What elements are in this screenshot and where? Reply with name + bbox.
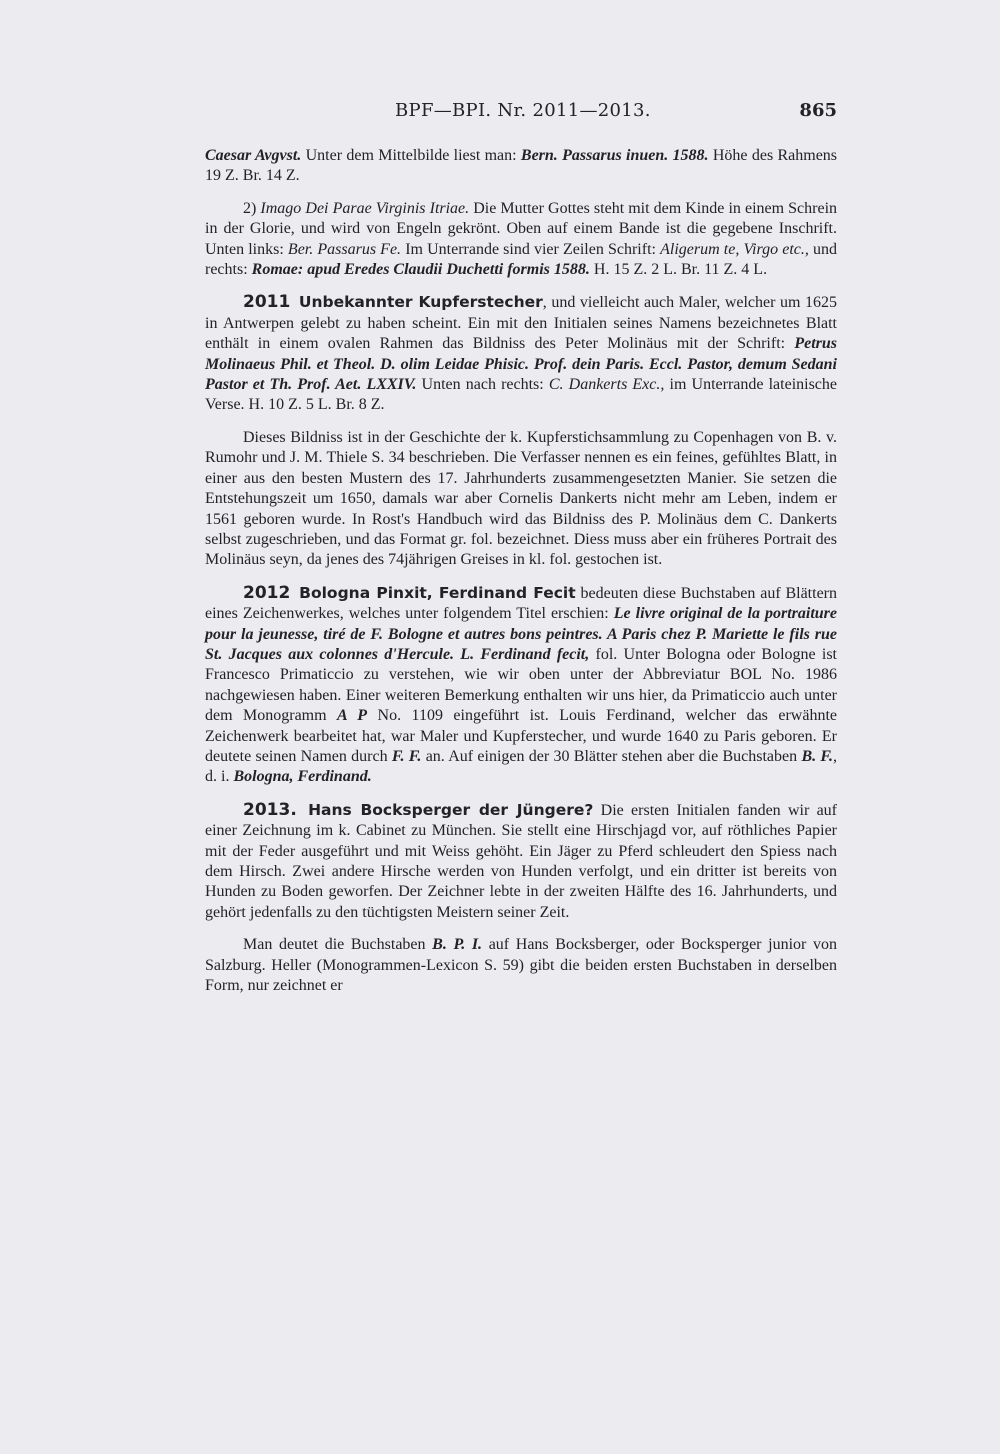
entry-2012 xyxy=(205,583,837,788)
text-run: H. 15 Z. 2 L. Br. 11 Z. 4 L. xyxy=(589,261,768,279)
text-run: Die ersten Initialen fanden wir auf einer Zeichnung im k. Cabinet zu München. Sie stellt eine Hirschjagd vor, auf röthliches Papier mit der Feder ausgeführt und mit Weiss gehöht. Ein Jäger zu Pferd schleudert den Spiess nach dem Hirsch. Zwei andere Hirsche werden von Hunden verfolgt, und ein dritter ist bereits von Hunden zu Boden geworfen. Der Zeichner lebte in der zweiten Hälfte des 16. Jahrhunderts, und gehört jedenfalls zu den tüchtigsten Meistern seiner Zeit. xyxy=(205,801,837,921)
text-run: , d. i. xyxy=(205,747,838,786)
text-run: Höhe des Rahmens 19 Z. Br. 14 Z. xyxy=(205,147,838,185)
entry-number: 2013. xyxy=(243,799,297,820)
text-run: fol. Unter Bologna oder Bologne ist Francesco Primaticcio zu verstehen, wie wir oben unter der Abbreviatur BOL No. 1986 nachgewiesen haben. Einer weiteren Bemerkung enthalten wir uns hier, da Primaticcio auch unter dem Monogramm xyxy=(205,645,838,725)
text-run: an. Auf einigen der 30 Blätter stehen aber die Buchstaben xyxy=(421,747,802,765)
text-run: Unter dem Mittelbilde liest man: xyxy=(301,147,521,164)
entry-number: 2012 xyxy=(243,582,291,603)
entry-heading: Unbekannter Kupferstecher xyxy=(298,293,543,312)
entry-number: 2011 xyxy=(243,292,291,313)
text-run: Die Mutter Gottes steht mit dem Kinde in einem Schrein in der Glorie, und wird von Engeln gekrönt. Oben auf einem Bande ist die gegebene Inschrift. Unten links: xyxy=(205,199,838,258)
inscription-passarus: Bern. Passarus inuen. 1588. xyxy=(520,147,709,164)
intro-paragraph-2 xyxy=(205,199,837,281)
running-header xyxy=(205,100,837,121)
entry-2011-paragraph-2: Dieses Bildniss ist in der Geschichte der k. Kupferstichsammlung zu Copenhagen von B. v. Rumohr und J. M. Thiele S. 34 beschrieben. Die Verfasser nennen es ein feines, gefühltes Blatt, in einer aus den besten Mustern des 17. Jahrhunderts zusammengesetzten Manier. Sie setzen die Entstehungszeit um 1650, damals war aber Cornelis Dankerts nicht mehr am Leben, indem er 1561 geboren wurde. In Rost's Handbuch wird das Bildniss des P. Molinäus dem C. Dankerts selbst zugeschrieben, und das Format gr. fol. bezeichnet. Diess muss aber ein früheres Portrait des Molinäus seyn, da jenes des 74jährigen Greises in kl. fol. gestochen ist. xyxy=(205,428,837,569)
text-run: , und vielleicht auch Maler, welcher um 1625 in Antwerpen gelebt zu haben scheint. Ein mit den Initialen seines Namens bezeichnetes Blatt enthält in einem ovalen Rahmen das Bildniss des Peter Molinäus mit der Schrift: xyxy=(205,294,838,353)
text-run: Man deutet die Buchstaben xyxy=(243,936,433,954)
entry-2013 xyxy=(205,800,837,997)
text-run: Im Unterrande sind vier Zeilen Schrift: xyxy=(401,240,661,258)
entry-2011 xyxy=(205,292,837,570)
text-run: 2) xyxy=(243,199,261,217)
intro-paragraph-1 xyxy=(205,146,837,187)
monogram-ref-bf: B. F. xyxy=(801,747,834,765)
text-run: bedeuten diese Buchstaben auf Blättern eines Zeichenwerkes, welches unter folgendem Titel erschien: xyxy=(205,584,838,623)
monogram-ref-ff: F. F. xyxy=(391,747,422,765)
entry-heading: Hans Bocksperger der Jüngere? xyxy=(308,800,594,819)
text-run: auf Hans Bocksberger, oder Bocksperger junior von Salzburg. Heller (Monogrammen-Lexicon S. 59) gibt die beiden ersten Buchstaben in derselben Form, nur zeichnet er xyxy=(205,936,837,995)
entry-2012-paragraph-1 xyxy=(205,583,837,788)
name-bologna-ferdinand: Bologna, Ferdinand. xyxy=(233,768,372,786)
monogram-ref-ap: A P xyxy=(337,707,368,725)
text-run: und rechts: xyxy=(205,240,838,279)
page-body xyxy=(205,146,837,996)
monogram-ref-bpi: B. P. I. xyxy=(432,936,483,954)
signature-ber-passarus: Ber. Passarus Fe. xyxy=(287,240,402,258)
text-run: Unten nach rechts: xyxy=(416,376,549,394)
entry-2011-paragraph-1 xyxy=(205,292,837,415)
entry-2013-paragraph-2 xyxy=(205,935,837,996)
title-imago: Imago Dei Parae Virginis Itriae. xyxy=(260,199,470,217)
inscription-dankerts: C. Dankerts Exc., xyxy=(548,376,665,394)
inscription-caesar: Caesar Avgvst. xyxy=(205,147,302,164)
inscription-petrus-molinaeus: Petrus Molinaeus Phil. et Theol. D. olim Leidae Phisic. Prof. dein Paris. Eccl. Pastor, demum Sedani Pastor et Th. Prof. Aet. LXXIV. xyxy=(205,335,837,394)
text-run: No. 1109 eingeführt ist. Louis Ferdinand, welcher das erwähnte Zeichenwerk bearbeitet hat, war Maler und Kupferstecher, und wurde 1640 zu Paris geboren. Er deutete seinen Namen durch xyxy=(205,707,837,765)
text-run: im Unterrande lateinische Verse. H. 10 Z. 5 L. Br. 8 Z. xyxy=(205,376,838,414)
inscription-romae: Romae: apud Eredes Claudii Duchetti formis 1588. xyxy=(251,261,590,279)
page-number: 865 xyxy=(799,100,837,121)
entry-2013-paragraph-1 xyxy=(205,800,837,923)
running-title: BPF—BPI. Nr. 2011—2013. xyxy=(395,100,651,121)
entry-heading: Bologna Pinxit, Ferdinand Fecit xyxy=(299,583,576,602)
book-title-le-livre: Le livre original de la portraiture pour la jeunesse, tiré de F. Bologne et autres bons peintres. A Paris chez P. Mariette le fils rue St. Jacques aux colonnes d'Hercule. L. Ferdinand fecit, xyxy=(205,605,838,663)
inscription-aligerum: Aligerum te, Virgo etc., xyxy=(660,240,809,258)
